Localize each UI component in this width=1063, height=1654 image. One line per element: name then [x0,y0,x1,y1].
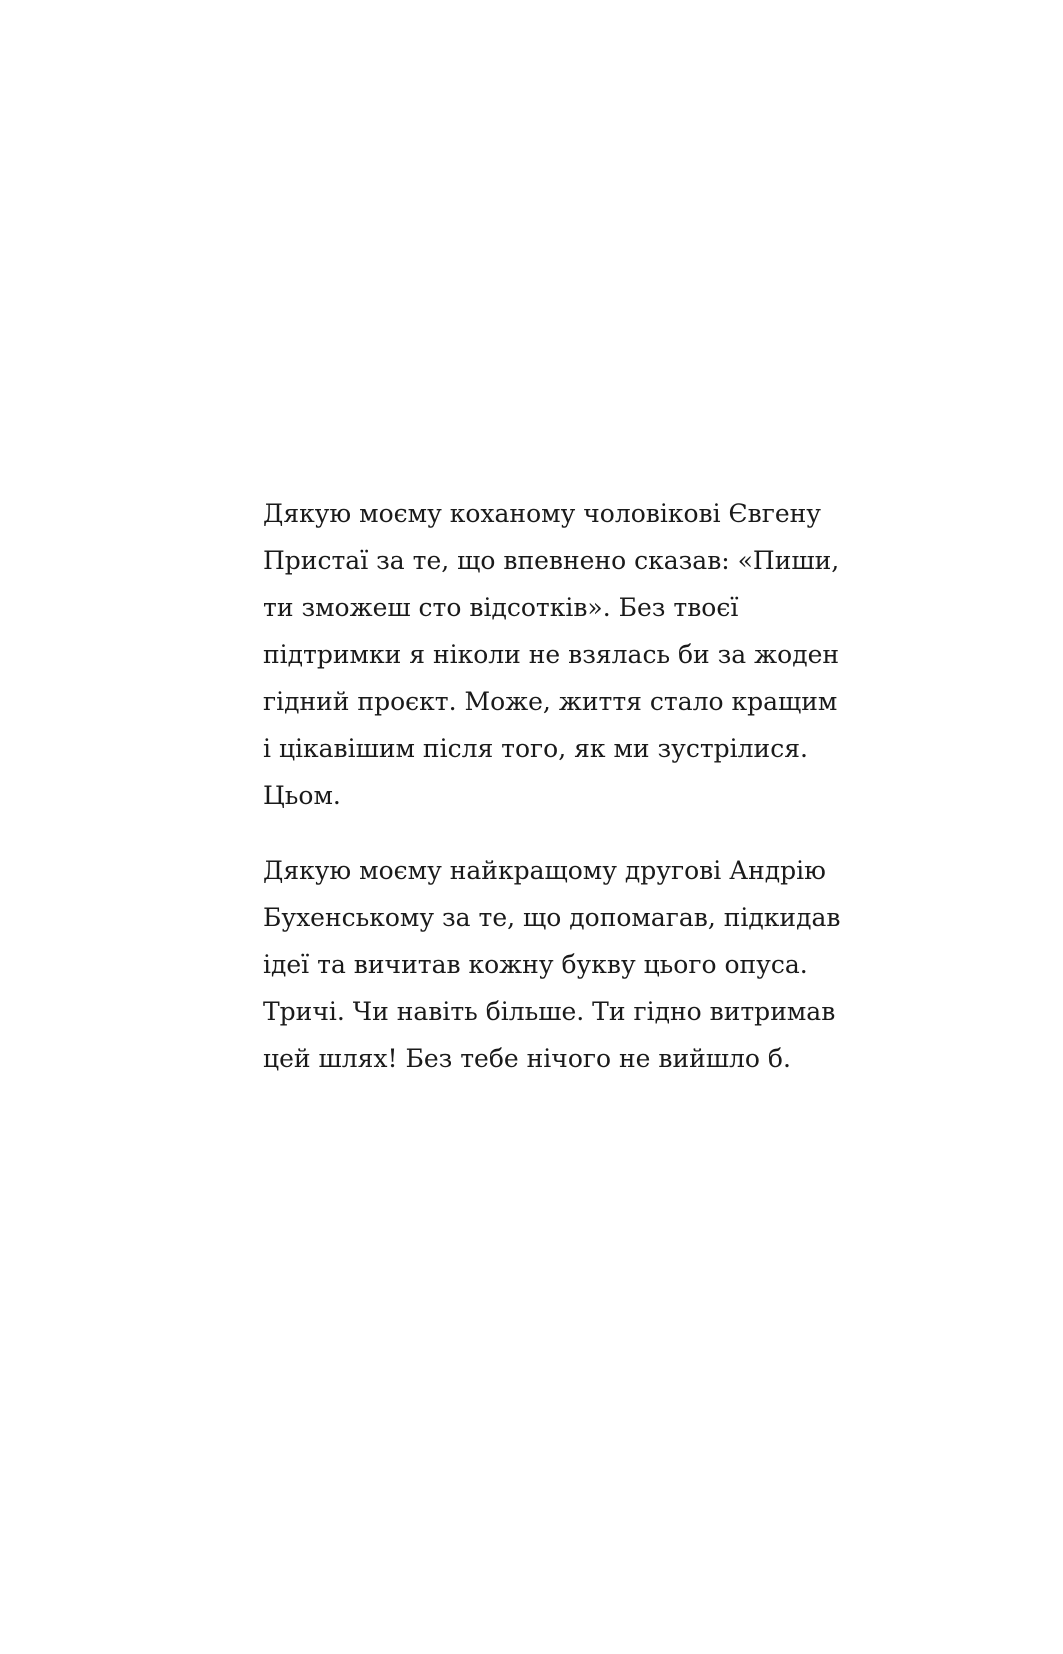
acknowledgement-paragraph-2 [263,847,863,1082]
text-line: Тричі. Чи навіть більше. Ти гідно витримав [263,997,836,1026]
text-line: Дякую моєму коханому чоловікові Євгену [263,499,821,528]
acknowledgement-paragraph-1 [263,490,863,819]
text-line: гідний проєкт. Може, життя стало кращим [263,687,838,716]
text-line: Пристаї за те, що впевнено сказав: «Пиши, [263,546,840,575]
text-line: Цьом. [263,781,341,810]
text-line: і цікавішим після того, як ми зустрілися. [263,734,808,763]
text-line: Дякую моєму найкращому другові Андрію [263,856,826,885]
text-line: цей шлях! Без тебе нічого не вийшло б. [263,1044,791,1073]
text-line: Бухенському за те, що допомагав, підкидав [263,903,841,932]
text-line: ти зможеш сто відсотків». Без твоєї [263,593,739,622]
text-line: підтримки я ніколи не взялась би за жоден [263,640,840,669]
text-line: ідеї та вичитав кожну букву цього опуса. [263,950,808,979]
